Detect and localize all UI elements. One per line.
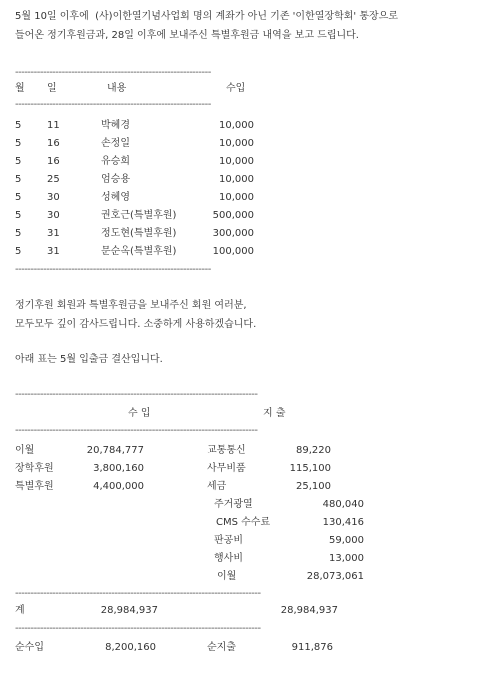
row-name: 엄승용 xyxy=(101,174,130,185)
row-name: 유승희 xyxy=(101,156,130,167)
income-label: 특별후원 xyxy=(15,481,54,492)
expense-label: 세금 xyxy=(207,481,227,492)
expense-amount: 59,000 xyxy=(329,535,364,546)
header-income: 수입 xyxy=(226,83,246,94)
divider: --------------------------------------------------------------- xyxy=(15,99,211,110)
thanks-line-1: 정기후원 회원과 특별후원금을 보내주신 회원 여러분, xyxy=(15,300,247,311)
row-month: 5 xyxy=(15,246,22,257)
header-content: 내용 xyxy=(107,83,127,94)
expense-label: 행사비 xyxy=(214,553,243,564)
intro-line-1: 5월 10일 이후에 (사)이한열기념사업회 명의 계좌가 아닌 기존 '이한열장학회' 통장으로 xyxy=(15,11,398,22)
row-amount: 10,000 xyxy=(219,174,254,185)
expense-amount: 28,073,061 xyxy=(306,571,364,582)
row-name: 성혜영 xyxy=(101,192,130,203)
intro-line-2: 들어온 정기후원금과, 28일 이후에 보내주신 특별후원금 내역을 보고 드립니다. xyxy=(15,30,359,41)
row-day: 11 xyxy=(47,120,60,131)
settlement-intro: 아래 표는 5월 입출금 결산입니다. xyxy=(15,354,163,365)
divider: ------------------------------------------------------------------------------- xyxy=(15,623,261,634)
net-expense-label: 순지출 xyxy=(207,642,236,653)
expense-amount: 25,100 xyxy=(296,481,331,492)
income-amount: 4,400,000 xyxy=(93,481,144,492)
total-label: 계 xyxy=(15,605,25,616)
expense-label: 주거광열 xyxy=(214,499,253,510)
expense-label: 교통통신 xyxy=(207,445,246,456)
total-income: 28,984,937 xyxy=(100,605,158,616)
income-header: 수 입 xyxy=(128,408,151,419)
row-month: 5 xyxy=(15,228,22,239)
row-month: 5 xyxy=(15,192,22,203)
divider: ------------------------------------------------------------------------------ xyxy=(15,389,258,400)
row-month: 5 xyxy=(15,120,22,131)
net-expense: 911,876 xyxy=(291,642,333,653)
thanks-line-2: 모두모두 깊이 감사드립니다. 소중하게 사용하겠습니다. xyxy=(15,319,257,330)
row-amount: 500,000 xyxy=(212,210,254,221)
row-name: 손정일 xyxy=(101,138,130,149)
expense-label: CMS 수수료 xyxy=(216,517,271,528)
row-day: 31 xyxy=(47,228,60,239)
row-amount: 100,000 xyxy=(212,246,254,257)
row-name: 문순옥(특별후원) xyxy=(101,246,177,257)
row-day: 31 xyxy=(47,246,60,257)
row-day: 25 xyxy=(47,174,60,185)
total-expense: 28,984,937 xyxy=(280,605,338,616)
expense-header: 지 출 xyxy=(263,408,286,419)
income-amount: 3,800,160 xyxy=(93,463,144,474)
row-name: 권호근(특별후원) xyxy=(101,210,177,221)
row-amount: 10,000 xyxy=(219,138,254,149)
expense-label: 판공비 xyxy=(214,535,243,546)
net-income-label: 순수입 xyxy=(15,642,44,653)
row-name: 정도현(특별후원) xyxy=(101,228,177,239)
divider: ------------------------------------------------------------------------------ xyxy=(15,425,258,436)
row-amount: 10,000 xyxy=(219,120,254,131)
divider: --------------------------------------------------------------- xyxy=(15,67,211,78)
row-month: 5 xyxy=(15,210,22,221)
net-income: 8,200,160 xyxy=(105,642,156,653)
divider: ------------------------------------------------------------------------------- xyxy=(15,588,261,599)
expense-label: 이월 xyxy=(217,571,237,582)
income-label: 장학후원 xyxy=(15,463,54,474)
header-day: 일 xyxy=(47,83,57,94)
row-month: 5 xyxy=(15,138,22,149)
row-amount: 10,000 xyxy=(219,192,254,203)
row-day: 16 xyxy=(47,138,60,149)
income-amount: 20,784,777 xyxy=(86,445,144,456)
row-amount: 10,000 xyxy=(219,156,254,167)
header-month: 월 xyxy=(15,83,25,94)
expense-amount: 89,220 xyxy=(296,445,331,456)
row-day: 30 xyxy=(47,210,60,221)
row-day: 16 xyxy=(47,156,60,167)
divider: --------------------------------------------------------------- xyxy=(15,264,211,275)
row-name: 박혜경 xyxy=(101,120,130,131)
row-day: 30 xyxy=(47,192,60,203)
income-label: 이월 xyxy=(15,445,35,456)
expense-amount: 115,100 xyxy=(289,463,331,474)
expense-amount: 13,000 xyxy=(329,553,364,564)
row-month: 5 xyxy=(15,174,22,185)
expense-label: 사무비품 xyxy=(207,463,246,474)
row-amount: 300,000 xyxy=(212,228,254,239)
row-month: 5 xyxy=(15,156,22,167)
expense-amount: 480,040 xyxy=(322,499,364,510)
expense-amount: 130,416 xyxy=(322,517,364,528)
